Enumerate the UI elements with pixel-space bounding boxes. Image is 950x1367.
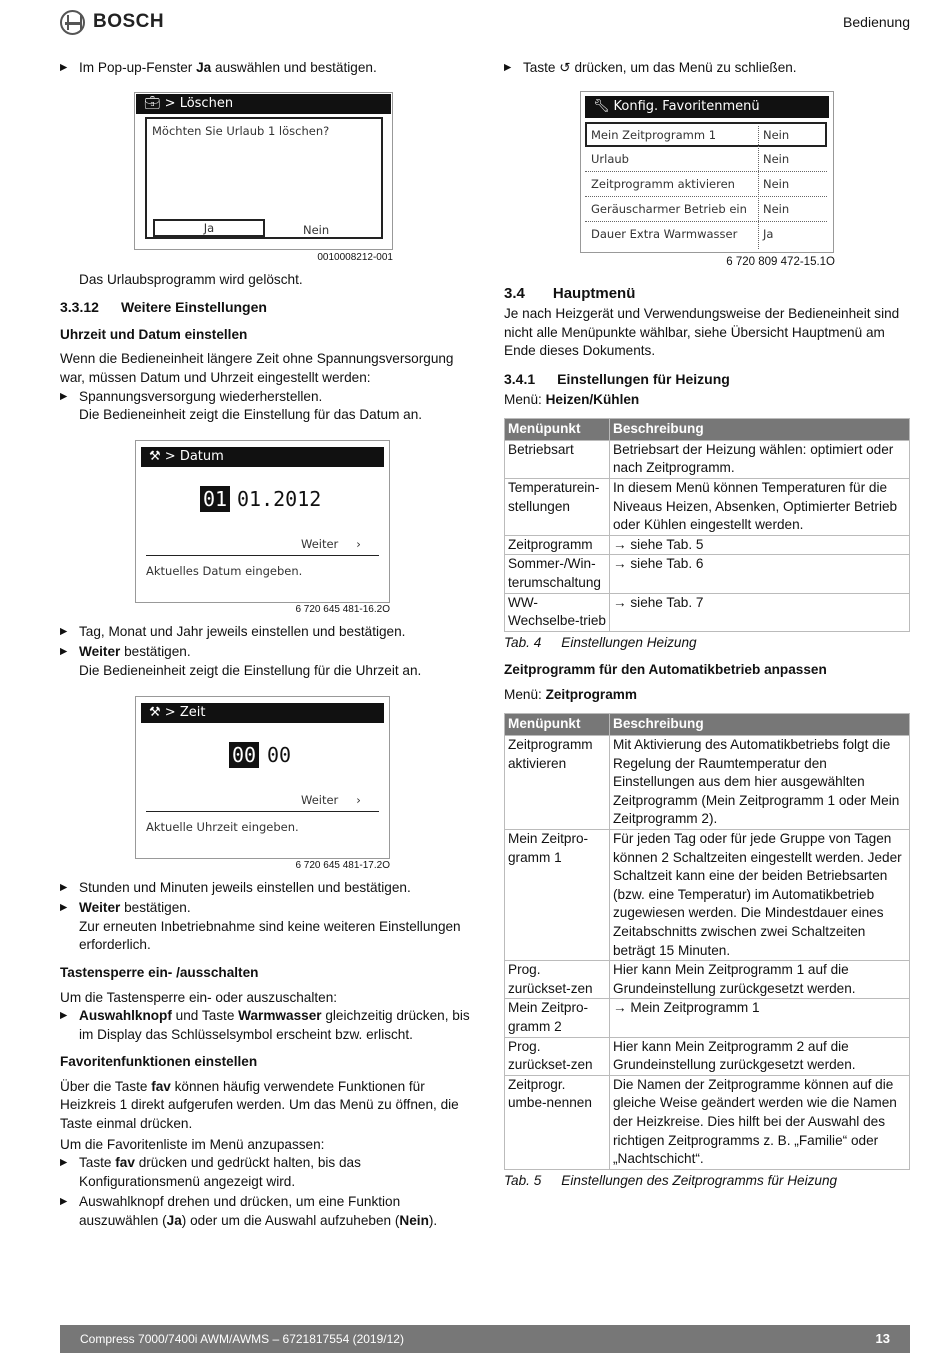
chevron-right-icon: › xyxy=(356,792,361,807)
lcd-time-screen xyxy=(135,696,390,859)
table-cell: Betriebsart xyxy=(505,440,610,478)
table-row xyxy=(505,1037,910,1075)
lcd-favorites-config xyxy=(580,91,834,253)
section-title: Einstellungen für Heizung xyxy=(557,370,730,387)
subsection-heading xyxy=(504,370,910,389)
column-header: Beschreibung xyxy=(610,419,910,441)
lcd-title: Löschen xyxy=(179,95,234,111)
table-cell: Sommer-/Win-terumschaltung xyxy=(505,555,610,593)
settings-tools-icon: ⚒︎ xyxy=(149,448,161,464)
table-time-program xyxy=(504,713,910,1169)
wrench-icon: 🔧︎ xyxy=(593,98,610,114)
chevron-right-icon: > xyxy=(164,95,180,111)
lcd-next-label: Weiter › xyxy=(301,536,361,551)
lcd-column-divider xyxy=(758,126,759,249)
table-row xyxy=(505,555,910,593)
table-cell: Prog. zurückset-zen xyxy=(505,1037,610,1075)
section-number: 3.3.12 xyxy=(60,299,99,316)
table-row xyxy=(505,736,910,830)
figure-code: 6 720 645 481-17.2O xyxy=(295,859,390,871)
table-caption: Tab. 4 Einstellungen Heizung xyxy=(504,634,697,650)
step-confirm-next: ▶ Weiter bestätigen. xyxy=(60,643,470,662)
subheading-favorites: Favoritenfunktionen einstellen xyxy=(60,1054,258,1070)
table-cell: In diesem Menü können Temperaturen für die Niveaus Heizen, Absenken, Optimierter Betrieb oder Kühlen eingestellt werden. xyxy=(610,478,910,535)
table-cell: → siehe Tab. 6 xyxy=(610,555,910,593)
lcd-hour-field: 00 xyxy=(229,742,259,768)
table-cell: Mein Zeitpro-gramm 1 xyxy=(505,830,610,961)
result-deleted: Das Urlaubsprogramm wird gelöscht. xyxy=(79,271,303,287)
settings-tools-icon: ⚒︎ xyxy=(149,704,161,720)
figure-code: 6 720 809 472-15.1O xyxy=(726,255,835,268)
lcd-title-bar xyxy=(141,703,384,723)
lcd-title-bar xyxy=(136,94,391,114)
step-close-menu: ▶ Taste ↺ drücken, um das Menü zu schließen. xyxy=(504,59,910,78)
lcd-question: Möchten Sie Urlaub 1 löschen? xyxy=(152,123,330,138)
section-title: Weitere Einstellungen xyxy=(120,299,267,316)
lcd-title: Zeit xyxy=(179,704,206,720)
right-column xyxy=(504,58,910,1190)
table-cell: Betriebsart der Heizung wählen: optimiert oder nach Zeitprogramm. xyxy=(610,440,910,478)
step-restore-power: ▶ Spannungsversorgung wiederherstellen. xyxy=(60,388,470,407)
holiday-suitcase-icon: 💼︎ xyxy=(144,95,161,111)
subheading-datetime: Uhrzeit und Datum einstellen xyxy=(60,326,248,342)
table-cell: Temperaturein-stellungen xyxy=(505,478,610,535)
left-column xyxy=(60,58,470,1231)
section-header: Bedienung xyxy=(843,14,910,30)
lcd-date-rest: 01.2012 xyxy=(237,486,322,511)
section-title: Hauptmenü xyxy=(552,284,636,302)
brand-name: BOSCH xyxy=(93,11,165,33)
menu-path: Menü: Zeitprogramm xyxy=(504,686,637,702)
lcd-title-bar xyxy=(141,447,384,467)
lcd-divider xyxy=(146,555,379,556)
table-cell: → siehe Tab. 5 xyxy=(610,535,910,555)
table-cell: WW-Wechselbe-trieb xyxy=(505,593,610,631)
back-arrow-icon: ↺ xyxy=(559,60,571,75)
table-row xyxy=(505,478,910,535)
table-row xyxy=(505,440,910,478)
lcd-menu-row: Zeitprogramm aktivieren Nein xyxy=(585,172,827,197)
result-paragraph: Die Bedieneinheit zeigt die Einstellung für das Datum an. xyxy=(79,407,423,423)
menu-path: Menü: Heizen/Kühlen xyxy=(504,391,640,407)
table-cell: Für jeden Tag oder für jede Gruppe von Tagen können 2 Schaltzeiten eingestellt werden. Jeder Schaltzeit kann eine der beiden Betriebsarten (bzw. eine Temperatur) im Automatikbetrieb zugewiesen werden. Die Mindestdauer eines Zeitabschnitts zwischen zwei Schaltzeiten beträgt 15 Minuten. xyxy=(610,830,910,961)
column-header: Beschreibung xyxy=(610,714,910,736)
table-cell: Die Namen der Zeitprogramme können auf die gleiche Weise geändert werden wie die Namen der Heizkreise. Dies hilft bei der Auswahl des richtigen Zeitprogramms z. B. „Familie“ oder „Nachtschicht“. xyxy=(610,1075,910,1169)
chevron-right-icon: > xyxy=(160,704,180,720)
column-header: Menüpunkt xyxy=(505,714,610,736)
section-heading xyxy=(60,298,470,317)
section-number: 3.4.1 xyxy=(504,370,536,387)
lcd-menu-list xyxy=(585,122,827,247)
step-keylock: ▶ Auswahlknopf und Taste Warmwasser gleichzeitig drücken, bis im Display das Schlüsselsymbol erscheint bzw. erlischt. xyxy=(60,1007,470,1044)
bosch-logo xyxy=(60,10,164,35)
table-row xyxy=(505,830,910,961)
table-caption: Tab. 5 Einstellungen des Zeitprogramms für Heizung xyxy=(504,1172,838,1188)
lcd-title: Datum xyxy=(179,448,224,464)
table-cell: → siehe Tab. 7 xyxy=(610,593,910,631)
table-cell: Mit Aktivierung des Automatikbetriebs folgt die Regelung der Raumtemperatur den Einstellungen aus dem hier ausgewählten Zeitprogramm (Mein Zeitprogramm 1 oder Mein Zeitprogramm 2). xyxy=(610,736,910,830)
table-cell: Prog. zurückset-zen xyxy=(505,961,610,999)
lcd-menu-row: Urlaub Nein xyxy=(585,147,827,172)
paragraph: Über die Taste fav können häufig verwendete Funktionen für Heizkreis 1 direkt aufgerufen werden. Um das Menü zu öffnen, die Taste einmal drücken. xyxy=(60,1078,459,1132)
figure-code: 0010008212-001 xyxy=(317,251,393,263)
section-heading xyxy=(504,285,910,304)
lcd-menu-row: Dauer Extra Warmwasser Ja xyxy=(591,226,774,241)
step-set-time: ▶ Stunden und Minuten jeweils einstellen und bestätigen. xyxy=(60,879,470,898)
table-cell: Mein Zeitpro-gramm 2 xyxy=(505,999,610,1037)
page-footer xyxy=(60,1325,910,1353)
lcd-delete-dialog xyxy=(134,92,393,250)
paragraph: Um die Favoritenliste im Menü anzupassen: xyxy=(60,1136,325,1152)
section-number: 3.4 xyxy=(504,284,525,302)
table-row xyxy=(505,1075,910,1169)
step-confirm-next: ▶ Weiter bestätigen. xyxy=(60,899,470,918)
bosch-armature-icon xyxy=(60,10,85,35)
lcd-date-screen xyxy=(135,440,390,603)
paragraph: Je nach Heizgerät und Verwendungsweise der Bedieneinheit sind nicht alle Menüpunkte wählbar, siehe Übersicht Hauptmenü am Ende dieses Dokuments. xyxy=(504,306,900,359)
result-paragraph: Die Bedieneinheit zeigt die Einstellung für die Uhrzeit an. xyxy=(79,662,422,678)
step-fav-select: ▶ Auswahlknopf drehen und drücken, um eine Funktion auszuwählen (Ja) oder um die Auswahl aufzuheben (Nein). xyxy=(60,1193,470,1230)
table-cell: Zeitprogramm xyxy=(505,535,610,555)
lcd-next-label: Weiter › xyxy=(301,792,361,807)
chevron-right-icon: > xyxy=(160,448,180,464)
table-cell: Hier kann Mein Zeitprogramm 1 auf die Grundeinstellung zurückgesetzt werden. xyxy=(610,961,910,999)
lcd-title: Konfig. Favoritenmenü xyxy=(613,98,760,114)
document-id: Compress 7000/7400i AWM/AWMS – 6721817554 (2019/12) xyxy=(80,1332,404,1346)
step-fav-hold: ▶ Taste fav drücken und gedrückt halten, bis das Konfigurationsmenü angezeigt wird. xyxy=(60,1154,470,1191)
step-set-date: ▶ Tag, Monat und Jahr jeweils einstellen und bestätigen. xyxy=(60,623,470,642)
lcd-divider xyxy=(146,811,379,812)
paragraph: Wenn die Bedieneinheit längere Zeit ohne Spannungsversorgung war, müssen Datum und Uhrzeit eingestellt werden: xyxy=(60,351,454,385)
table-header-row xyxy=(505,419,910,441)
table-row xyxy=(505,961,910,999)
lcd-menu-row: Mein Zeitprogramm 1 Nein xyxy=(585,122,827,147)
lcd-hint: Aktuelles Datum eingeben. xyxy=(146,563,303,578)
page-number: 13 xyxy=(875,1331,890,1346)
table-cell: Zeitprogramm aktivieren xyxy=(505,736,610,830)
lcd-menu-row: Geräuscharmer Betrieb ein Nein xyxy=(585,197,827,222)
lcd-hint: Aktuelle Uhrzeit eingeben. xyxy=(146,819,299,834)
table-cell: Hier kann Mein Zeitprogramm 2 auf die Grundeinstellung zurückgesetzt werden. xyxy=(610,1037,910,1075)
table-row xyxy=(505,535,910,555)
table-heating-settings xyxy=(504,418,910,632)
column-header: Menüpunkt xyxy=(505,419,610,441)
lcd-no-button: Nein xyxy=(303,222,330,237)
table-cell: Zeitprogr. umbe-nennen xyxy=(505,1075,610,1169)
lcd-title-bar xyxy=(585,96,829,118)
lcd-minute-field: 00 xyxy=(267,742,292,767)
step-confirm-yes: ▶ Im Pop-up-Fenster Ja auswählen und bestätigen. xyxy=(60,59,470,78)
subheading-auto-program: Zeitprogramm für den Automatikbetrieb anpassen xyxy=(504,662,827,678)
lcd-day-field: 01 xyxy=(200,486,230,512)
figure-code: 6 720 645 481-16.2O xyxy=(295,603,390,615)
table-cell: → Mein Zeitprogramm 1 xyxy=(610,999,910,1037)
result-paragraph: Zur erneuten Inbetriebnahme sind keine weiteren Einstellungen erforderlich. xyxy=(79,918,461,953)
table-row xyxy=(505,999,910,1037)
chevron-right-icon: › xyxy=(356,536,361,551)
lcd-yes-button: Ja xyxy=(153,219,265,237)
table-header-row xyxy=(505,714,910,736)
paragraph: Um die Tastensperre ein- oder auszuschalten: xyxy=(60,989,338,1005)
subheading-keylock: Tastensperre ein- /ausschalten xyxy=(60,964,259,980)
table-row xyxy=(505,593,910,631)
